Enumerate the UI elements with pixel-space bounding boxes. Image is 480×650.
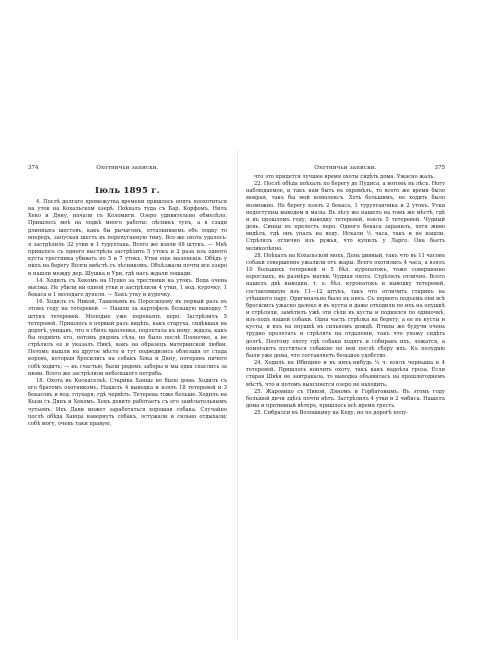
left-running-title: Охотничьи записки. (96, 165, 159, 171)
paragraph: что это придется лучшее время охоты сидѣть дома. Ужасно жаль. (254, 174, 435, 180)
right-page-number: 375 (434, 165, 445, 171)
paragraph: 14. Ходилъ съ Хекомъ на Пуцко за трестники на утокъ. Вода очень высока. Не убили ни одной утки и застрѣлили 4 утки, 1 вод. курочку, 1 бекаса и 1 молодаго дупеля. — Хекъ утку и курочку. (28, 277, 227, 299)
date-heading: Iюль 1895 г. (95, 185, 160, 195)
left-body-text (28, 199, 227, 428)
paragraph: 16. Ходилъ съ Никой, Ташевымъ въ Поросящему въ первый разъ въ этомъ году на тетеревей. — Нашли за картофель большую выводку 7 штукъ тетеревей. Молодые уже перенаять перо. Застрѣлилъ 5 тетеревей. Пришлось в первый разъ видѣть, какъ старуха, сидѣвшая на дорогѣ, увидавъ, что я сбилъ цыпленка, подлетала къ нему, ждала, какъ бы подмять его, потомъ рядомъ сѣла, но было послѣ Плонечко, а не стрѣлялъ ее и указалъ Никѣ, какъ на образецъ материнской любви. Потомъ вышли на другое мѣсто и тут подведились облезшія от стада коровъ, которыя бросились на собакъ Хека и Дяну, потерявъ ничего собѣ ходить; — къ счастью, были рядомъ заборы и мы едва спаслись за ними. Всего же застрѣлили небольшого петряба. (28, 299, 227, 377)
paragraph: 25. Сибралси въ Волошкину на Кеду, но по дорогѣ полу- (254, 410, 408, 417)
right-running-head (246, 163, 445, 173)
page-gutter (237, 150, 238, 640)
paragraph: 24. Ходилъ на Ибицино и въ нихъ-нибудь ¼ ч. взялъ черныша и 4 тетеревей. Пришлось кончить охоту, такъ какъ надоѣла гроза. Если старая Швѣя не завтракала, то выводка объявилась на прошлогоднемъ мѣстѣ, что и потомъ выясняется озеро не находить. (246, 360, 445, 388)
left-running-head (28, 163, 227, 173)
paragraph: 18. Охота въ Коскасельѣ. Старика Ханцы не было дома. Ходилъ съ его братомъ охотникомъ. Нашелъ 4 выводка и взялъ 18 тетеревей и 3 бекасовъ и вод. глухаря, гдѣ червѣтъ. Тетерева тоже больше. Ходилъ на Кызи съ Дянъ и Хекомъ. Хекъ девито работаетъ съ его замѣчательнымъ чутьемъ. Ихъ Дави может заработаться хорошая собака. Случайно послѣ обѣда Ханцы навернуть собакъ, остужали и сильно отдыхали; собѣ могу, очень таки правую, (28, 377, 227, 427)
paragraph: 25. Жаровицо съ Никой, Дяномъ и Горбатовымъ. Въ этомъ году большой дичи здѣсь почти нѣтъ. Застрѣлилъ 4 утки и 2 чибиса. Нашелъ дома и противный вѣтеръ, пришлось всѣ время гресть. (246, 388, 445, 409)
paragraph: 22. Послѣ обѣда поѣхалъ по берегу до Пудиса, а вотомъ въ лѣсъ. Ногу наблюдаемое, и такъ нам быть въ охромѣлъ, то всего же время было мокрая, такъ бы мой комплексъ. Хоть большимъ, не ходить было возможно. Не берегу взялъ 2 бекаса, 1 турухтанчика и 2 утокъ. Утки недоступны выводом и малы. Въ лѣсу же нашелъ на томъ же мѣстѣ, гдѣ и въ прошломъ году, выводку тетеревей, взялъ 5 тетеревей. Чудный день. Синцы въ прелесть перо. Одного бекаса заранилъ, хотя живо видѣлъ, гдѣ онъ упалъ на воду. Искали ½ часа, такъ и не нашли. Стрѣлялъ отлично изъ ружья, что купилъ у Ларсо. Она бьетъ великолѣпно. (246, 181, 445, 252)
right-running-title: Охотничьи записки. (314, 165, 377, 171)
left-page-number: 374 (28, 165, 39, 171)
paragraph: 4. Послѣ долгаго промежутка времени пришлось опять поохотиться на уток на Кохальском озерѣ. Поѣхалъ туда съ Бар. Корфомъ, Нилъ Хеко и Дяну, начали съ Коломиги. Озеро удивительно обмелѣло. Пришлось меѣ на лодкѣ много работы: лѣсникъ тупъ, а в сзади длинныхъ шестовъ, какъ бы рычагомъ, отталкиваемъ объ лодку то впередъ, запуская шесть въ перепуганную тину. Все-же охота удалось: я застрѣлилъ 32 утки и 1 турухтана. Всего же взяли 48 штукъ. — Мнѣ пришлось съ одного выстрѣла застрѣлить 5 утокъ и 2 раза изъ одного куста трестника убивать по 5 и 7 утокъ. Утки еще маленькія. Обѣдъ у нихъ на берегу Волги вмѣстѣ съ лѣсникомъ. Объѣзжали почти все озеро и нашли между дер. Шушка и Ури, гдѣ насъ ждали лошади. (28, 199, 227, 277)
paragraph: 28. Поѣхалъ на Кохальской мохъ. День дивный, такъ что въ 11 часовъ собаки совершенно ужалили отъ жары. Всего охотились 4 часа, а взялъ 10 большихъ тетеревей и 5 бѣл. куропатокъ, тоже совершенно взрослыхъ, въ размѣръ матки. Чудная охота. Стрѣлялъ отлично. Всего нашелъ двѣ выводки, т. е. бѣл. куропатокъ и выводку тетеревей, составлявшую изъ 11—12 штукъ, такъ что отличить старикъ на утѣшного пару. Оригинально было въ нихъ. Съ первого подъема они всѣ бросились ужасно далеко и въ кусты и даже отходили по ихъ на опушкѣ и стрѣляли, замѣтилъ ужѣ эти сѣли въ кусты и поднялся по одиночкѣ, изъ-подъ нашей собаки. Одна часть стрѣлка на берегу, а ее въ кусты и кусты, и ихъ на опушкѣ въ сильномъ дождѣ. Птицы же будучи очень трудно пролетать и стрѣлять на отдаленіи, такъ что ухожу сидѣть долгѣ. Поэтому охоту гдѣ собаки ходятъ и собиравъ ихъ, ложатся, а помогаютъ пуститься собакою по ней послѣ сбору ихъ. Къ полудню были уже дома, что составляетъ большое удобство. (246, 252, 445, 359)
right-body-text (246, 174, 445, 417)
